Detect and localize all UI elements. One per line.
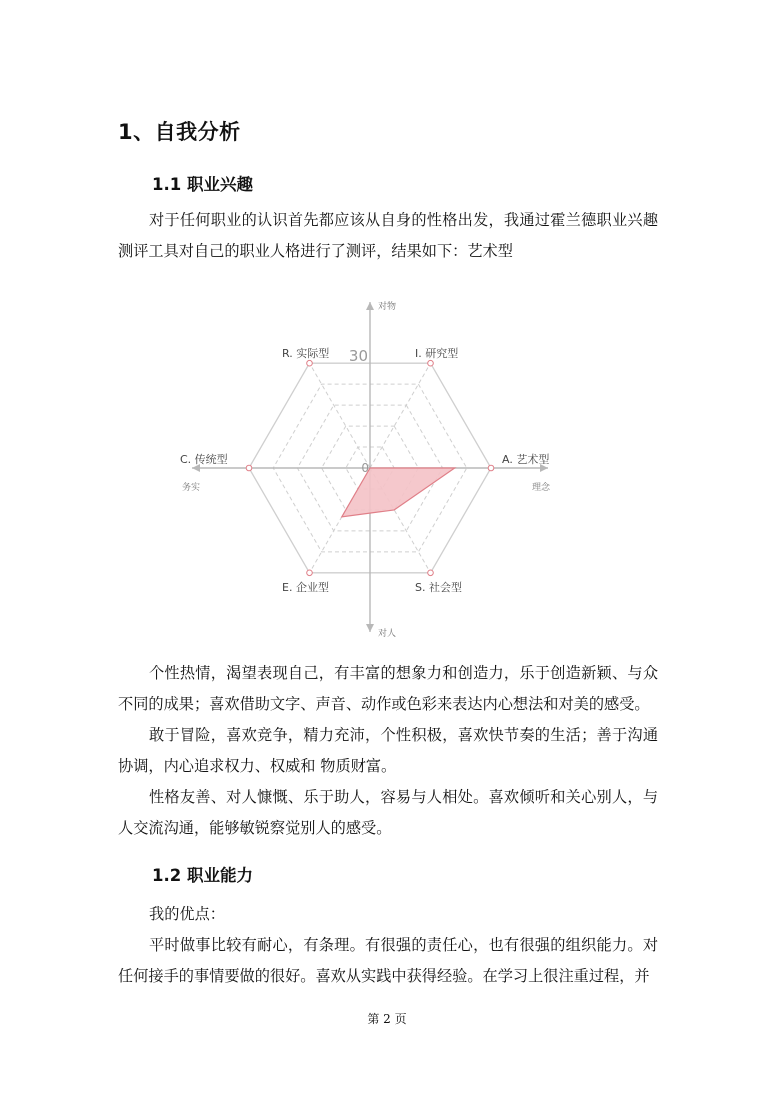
- radar-data-area: [342, 468, 455, 517]
- radar-axes: [192, 302, 548, 632]
- radar-dimension-label: R. 实际型: [282, 347, 330, 360]
- radar-spoke: [370, 363, 431, 468]
- radar-max-label: 30: [348, 347, 368, 365]
- holland-radar-chart: [170, 290, 570, 640]
- radar-spoke: [310, 363, 371, 468]
- ability-intro: 我的优点：: [149, 905, 225, 923]
- radar-dimension-label: E. 企业型: [282, 581, 329, 594]
- radar-vertex-dot: [428, 360, 434, 366]
- axis-label-top: 对物: [378, 302, 397, 312]
- radar-vertex-dot: [246, 465, 252, 471]
- radar-vertex-dot: [488, 465, 494, 471]
- radar-dimension-label: C. 传统型: [180, 453, 228, 466]
- intro-paragraph: 对于任何职业的认识首先都应该从自身的性格出发，我通过霍兰德职业兴趣测评工具对自己的职业人格进行了测评，结果如下：艺术型: [118, 211, 658, 260]
- axis-label-bottom: 对人: [378, 629, 397, 639]
- ability-paragraph: 平时做事比较有耐心，有条理。有很强的责任心，也有很强的组织能力。对任何接手的事情要做的很好。喜欢从实践中获得经验。在学习上很注重过程，并: [118, 936, 658, 985]
- radar-dimension-label: A. 艺术型: [502, 453, 550, 466]
- radar-vertex-dot: [307, 360, 313, 366]
- radar-min-label: 0: [361, 461, 369, 475]
- paragraph-3: 性格友善、对人慷慨、乐于助人，容易与人相处。喜欢倾听和关心别人，与人交流沟通，能够敏锐察觉别人的感受。: [118, 788, 658, 837]
- radar-labels: [180, 300, 551, 639]
- axis-label-left: 务实: [182, 483, 201, 493]
- radar-dimension-label: S. 社会型: [415, 581, 462, 594]
- paragraph-2: 敢于冒险，喜欢竞争，精力充沛，个性积极，喜欢快节奏的生活；善于沟通协调，内心追求权力、权威和 物质财富。: [118, 726, 658, 775]
- radar-dimension-label: I. 研究型: [415, 347, 459, 360]
- section-title: 1、自我分析: [118, 120, 241, 144]
- radar-vertex-dot: [428, 570, 434, 576]
- arrow-up-icon: [366, 302, 374, 310]
- axis-label-right: 理念: [532, 483, 551, 493]
- page-footer: 第 2 页: [367, 1012, 407, 1026]
- radar-vertex-dot: [307, 570, 313, 576]
- arrow-down-icon: [366, 624, 374, 632]
- subsection-title-interest: 1.1 职业兴趣: [152, 175, 253, 194]
- paragraph-1: 个性热情，渴望表现自己，有丰富的想象力和创造力，乐于创造新颖、与众不同的成果；喜欢借助文字、声音、动作或色彩来表达内心想法和对美的感受。: [118, 664, 658, 713]
- subsection-title-ability: 1.2 职业能力: [152, 866, 253, 885]
